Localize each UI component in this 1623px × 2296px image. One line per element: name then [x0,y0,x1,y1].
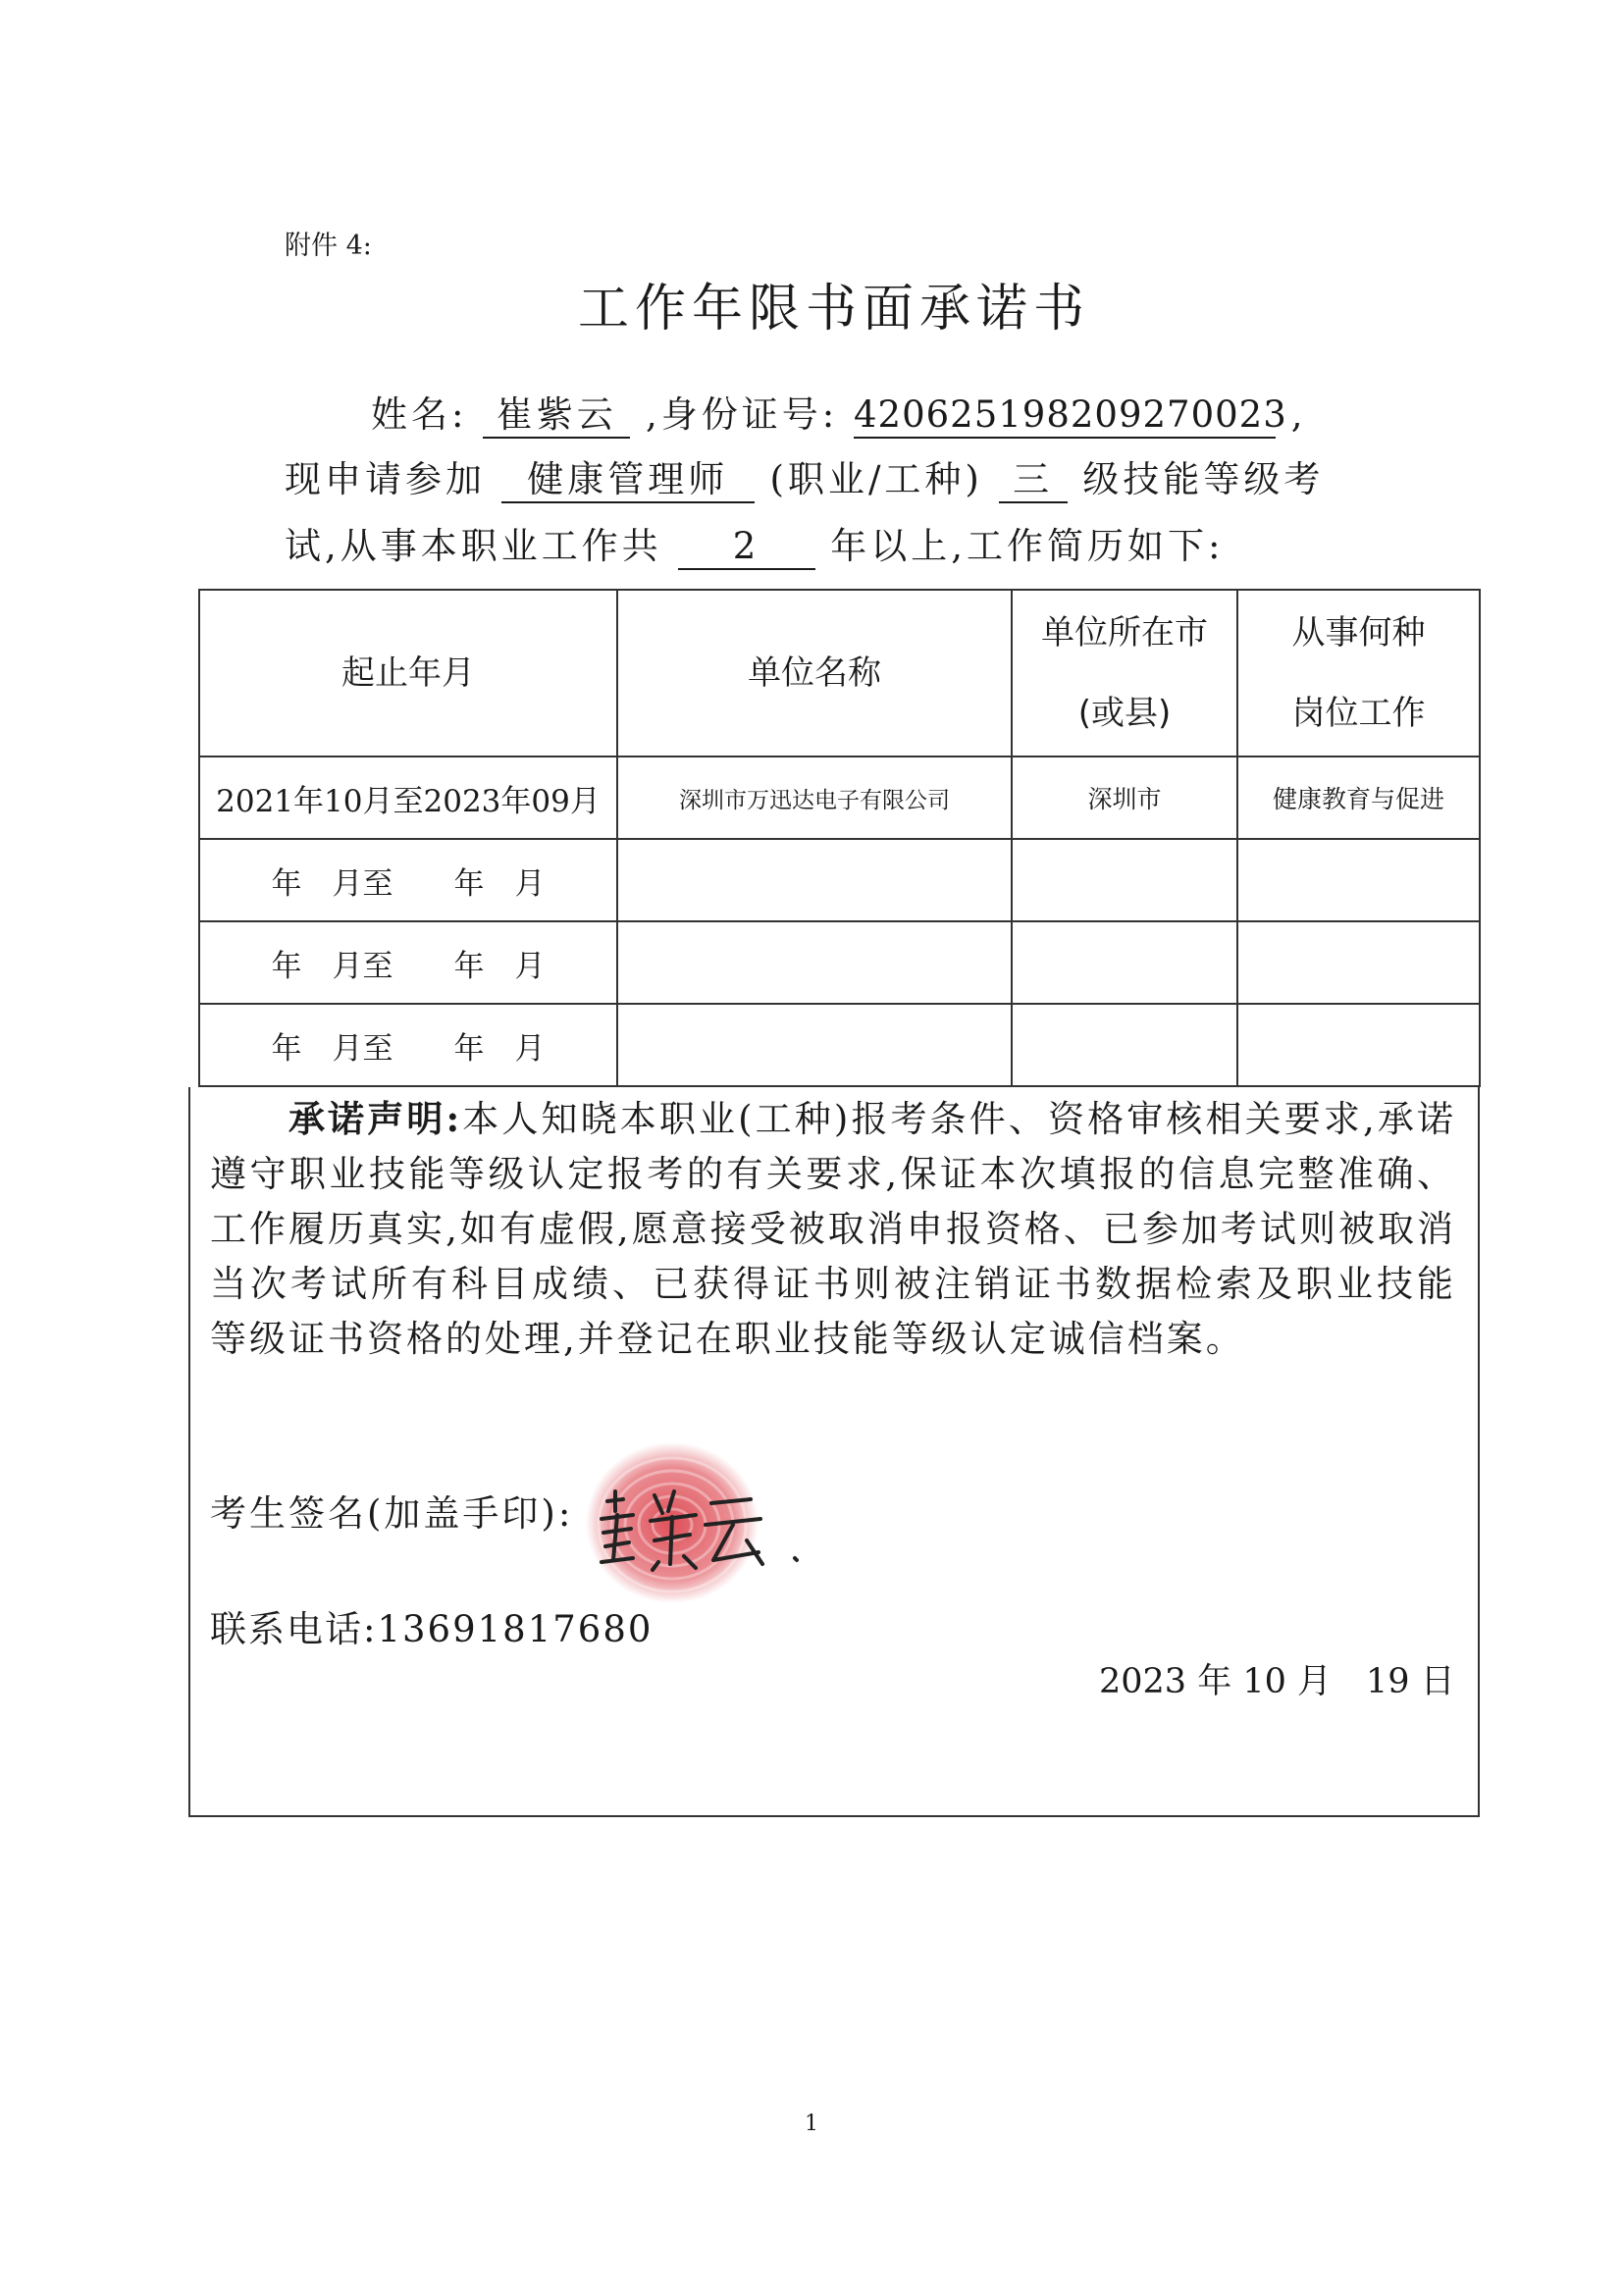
contact-line [210,1599,653,1652]
header-role [1237,590,1480,757]
signature-label: 考生签名(加盖手印): [210,1492,574,1535]
header-city-line1: 单位所在市 [1041,613,1208,652]
cell-period: 年 月至 年 月 [199,839,617,921]
cell-city [1012,1004,1237,1086]
cell-role [1237,921,1480,1004]
table-header-row [199,590,1480,757]
header-city [1012,590,1237,757]
years-prefix: 试,从事本职业工作共 [285,525,662,567]
cell-city [1012,921,1237,1004]
years-field: 2 [678,526,815,570]
header-role-line2: 岗位工作 [1291,694,1426,733]
name-label: 姓名: [371,393,468,436]
header-unit: 单位名称 [617,590,1012,757]
cell-unit: 深圳市万迅达电子有限公司 [617,757,1012,839]
table-row [199,757,1480,839]
commitment-statement [210,1091,1456,1367]
cell-city: 深圳市 [1012,757,1237,839]
table-row [199,1004,1480,1086]
cell-unit [617,1004,1012,1086]
level-suffix: 级技能等级考 [1082,458,1325,500]
occupation-field: 健康管理师 [501,459,755,503]
cell-period: 年 月至 年 月 [199,1004,617,1086]
phone-number: 13691817680 [377,1608,654,1650]
id-number-field: 420625198209270023 [854,394,1276,439]
header-role-line1: 从事何种 [1291,613,1426,652]
cell-role [1237,839,1480,921]
level-field: 三 [999,459,1068,503]
years-suffix: 年以上,工作简历如下: [830,525,1225,567]
intro-line-2 [285,449,1324,503]
cell-city [1012,839,1237,921]
occupation-suffix: (职业/工种) [769,458,983,500]
header-period: 起止年月 [199,590,617,757]
intro-line-3 [285,516,1225,570]
cell-role: 健康教育与促进 [1237,757,1480,839]
cell-period: 2021年10月至2023年09月 [199,757,617,839]
document-title: 工作年限书面承诺书 [577,280,1090,339]
statement-lead: 承诺声明: [288,1097,463,1140]
id-tail: , [1290,393,1307,436]
phone-label: 联系电话: [210,1608,378,1650]
table-row [199,839,1480,921]
statement-body: 本人知晓本职业(工种)报考条件、资格审核相关要求,承诺遵守职业技能等级认定报考的有关要求,保证本次填报的信息完整准确、工作履历真实,如有虚假,愿意接受被取消申报资格、已参加考试则被取消当次考试所有科目成绩、已获得证书则被注销证书数据检索及职业技能等级证书资格的处理,并登记在职业技能等级认定诚信档案。 [210,1098,1456,1360]
apply-prefix: 现申请参加 [285,458,486,500]
cell-period: 年 月至 年 月 [199,921,617,1004]
sign-date: 2023 年 10 月 19 日 [1099,1662,1455,1701]
work-history-table [198,589,1481,1087]
handwritten-signature [594,1482,810,1575]
table-row [199,921,1480,1004]
page-number: 1 [805,2112,818,2136]
intro-line-1 [371,385,1307,439]
id-label: ,身份证号: [646,393,839,436]
header-city-line2: (或县) [1077,694,1172,733]
name-field: 崔紫云 [483,394,630,439]
cell-unit [617,921,1012,1004]
cell-role [1237,1004,1480,1086]
attachment-label: 附件 4: [285,231,372,261]
cell-unit [617,839,1012,921]
